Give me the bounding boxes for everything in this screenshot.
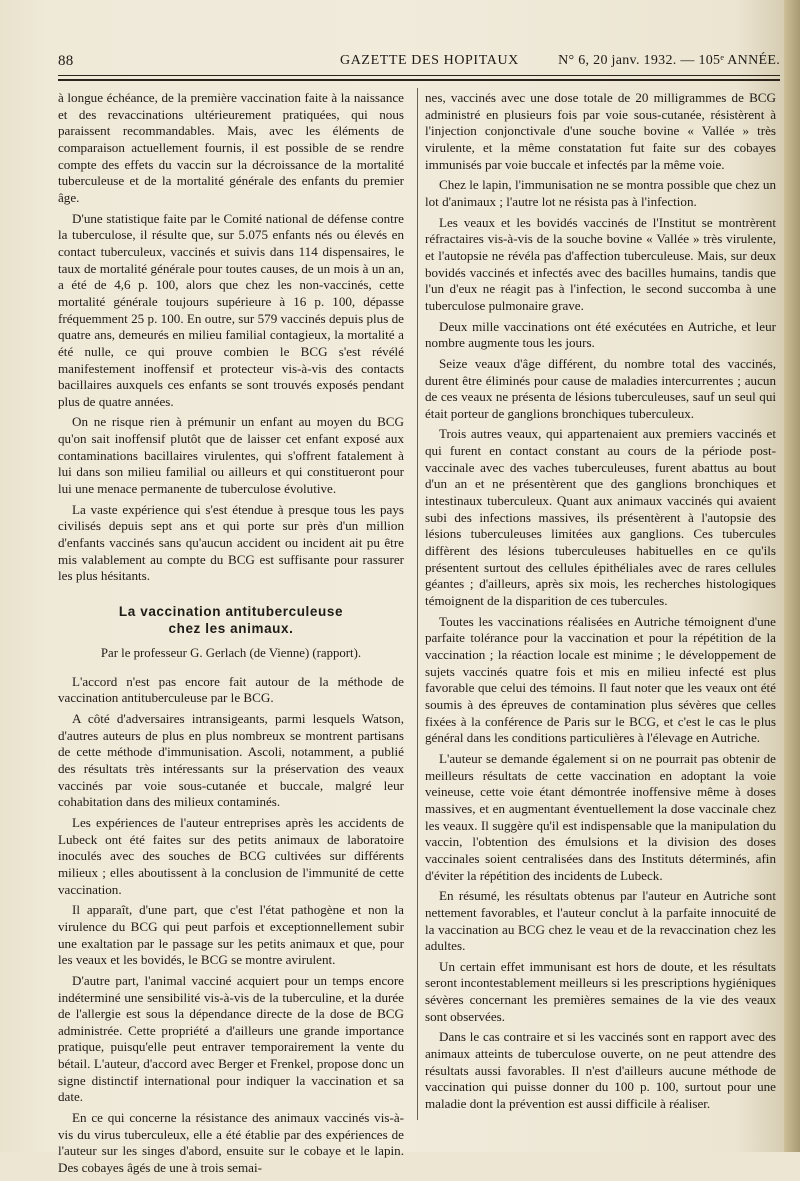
paragraph: à longue échéance, de la première vaccination faite à la naissance et des revaccinations ultérieurement pratiquées, qui nous paraissent recommandables. Mais, avec les éléments de comparaison actuellement fournis, il est possible de se rendre compte des effets du vaccin sur la décroissance de la mortalité tuberculeuse et de la mortalité générale des enfants du premier âge. <box>58 90 404 205</box>
page-edge <box>784 0 800 1152</box>
paragraph: Trois autres veaux, qui appartenaient aux premiers vaccinés et qui furent en contact constant au cours de la période post-vaccinale avec des vaches tuberculeuses, furent abattus au bout d'un an et ne présentèrent que des ganglions bronchiques et intestinaux tuberculeux. Quant aux animaux vaccinés qui avaient subi des infections massives, ils présentèrent à l'autopsie des lésions tuberculeuses limitées aux ganglions. Ces tubercules diffèrent des lésions tuberculeuses habituelles en ce qu'ils présentent surtout des cellules épithéliales avec de rares cellules géantes ; d'ailleurs, après six mois, les recherches histologiques témoignent de la disparition de ces tubercules. <box>425 426 776 609</box>
section-heading-line: chez les animaux. <box>168 621 294 637</box>
paragraph: Chez le lapin, l'immunisation ne se montra possible que chez un lot d'animaux ; l'autre lot ne résista pas à l'infection. <box>425 177 776 209</box>
section-heading-line: La vaccination antituberculeuse <box>118 604 344 620</box>
paragraph: En ce qui concerne la résistance des animaux vaccinés vis-à-vis du virus tuberculeux, elle a été établie par des expériences de l'auteur sur les singes d'abord, ensuite sur le cobaye et le lapin. Des cobayes âgés de une à trois semai- <box>58 1110 404 1176</box>
paragraph: On ne risque rien à prémunir un enfant au moyen du BCG qu'on sait inoffensif plutôt que de laisser cet enfant exposé aux contaminations bacillaires virulentes, qui s'offrent fatalement à lui dans son milieu familial ou ailleurs et qui constitueront pour lui une menace permanente de tuberculose évolutive. <box>58 414 404 497</box>
paragraph: En résumé, les résultats obtenus par l'auteur en Autriche sont nettement favorables, et l'auteur conclut à la parfaite innocuité de la vaccination au BCG chez le veau et de la revaccination chez les adultes. <box>425 888 776 954</box>
paragraph: Il apparaît, d'une part, que c'est l'état pathogène et non la virulence du BCG qui peut parfois et exceptionnellement subir une exaltation par le passage sur les petits animaux et que, pour les veaux et les bovidés, le BCG se montre avirulent. <box>58 902 404 968</box>
column-divider <box>417 88 418 1120</box>
paragraph: L'auteur se demande également si on ne pourrait pas obtenir de meilleurs résultats de cette vaccination en adoptant la voie veineuse, cette voie étant démontrée inoffensive même à doses massives, et en augmentant éventuellement la dose vaccinale chez les veaux. Il suggère qu'il est indispensable que la manipulation du vaccin, l'obtention des émulsions et la division des doses vaccinales soient centralisées dans des Instituts déterminés, afin d'éviter la répétition des incidents de Lubeck. <box>425 750 776 883</box>
paragraph: Les veaux et les bovidés vaccinés de l'Institut se montrèrent réfractaires vis-à-vis de la souche bovine « Vallée » très virulente, et l'autopsie ne révéla pas d'affection tuberculeuse. Mais, sur deux bovidés vaccinés et infectés avec des bacilles humains, tandis que l'un d'eux ne réagit pas à l'infection, le second succomba à une tuberculose pulmonaire grave. <box>425 214 776 313</box>
issue-info: N° 6, 20 janv. 1932. — 105ᵉ ANNÉE. <box>558 53 780 68</box>
paragraph: A côté d'adversaires intransigeants, parmi lesquels Watson, d'autres auteurs de plus en plus nombreux se montrent partisans de cette méthode d'immunisation. Ascoli, notamment, a publié des résultats très intéressants sur la préservation des veaux vaccinés par voie sous-cutanée et buccale, malgré leur cohabitation dans des milieux contaminés. <box>58 711 404 810</box>
right-column <box>425 90 776 1117</box>
paragraph: Deux mille vaccinations ont été exécutées en Autriche, et leur nombre augmente tous les jours. <box>425 318 776 351</box>
header-rule-thin <box>58 75 780 76</box>
paragraph: Toutes les vaccinations réalisées en Autriche témoignent d'une parfaite tolérance pour la vaccination et pour la répétition de la vaccination ; la réaction locale est minime ; le développement de sujets vaccinés quatre fois et mis en milieu infecté est plus favorable que celui des témoins. Il faut noter que les veaux ont été soumis à des épreuves de contamination plus sévères que celles fixées à la conférence de Paris sur le BCG, et c'est le cas le plus général dans les conditions particulières à l'élevage en Autriche. <box>425 613 776 746</box>
byline: Par le professeur G. Gerlach (de Vienne) (rapport). <box>100 646 362 661</box>
paragraph: Un certain effet immunisant est hors de doute, et les résultats seront incontestablement meilleurs si les prescriptions hygiéniques sévères concernant les premières semaines de la vie des veaux sont observées. <box>425 958 776 1024</box>
paragraph: La vaste expérience qui s'est étendue à presque tous les pays civilisés depuis sept ans et qui porte sur près d'un million d'enfants vaccinés sans qu'aucun accident ou incident ait pu être mis valablement au compte du BCG est suffisante pour rassurer les plus hésitants. <box>58 501 404 584</box>
paragraph: Seize veaux d'âge différent, du nombre total des vaccinés, durent être éliminés pour cause de maladies intercurrentes ; aucun de ces veaux ne présenta de lésions tuberculeuses, sauf un seul qui était porteur de ganglions bronchiques tuberculeux. <box>425 355 776 421</box>
running-header <box>58 51 780 73</box>
paragraph: L'accord n'est pas encore fait autour de la méthode de vaccination antituberculeuse par le BCG. <box>58 673 404 706</box>
paragraph: nes, vaccinés avec une dose totale de 20 milligrammes de BCG administré en plusieurs fois par voie sous-cutanée, résistèrent à l'injection conjonctivale d'une souche bovine « Vallée » très virulente, et la même constatation fut faite sur des cobayes immunisés par voie buccale et infectés par la même voie. <box>425 90 776 172</box>
paragraph: Les expériences de l'auteur entreprises après les accidents de Lubeck ont été faites sur des petits animaux de laboratoire inoculés avec des souches de BCG cultivées sur différents milieux ; elles aboutissent à la conclusion de l'immunité de cette vaccination. <box>58 814 404 897</box>
section-heading <box>58 603 404 637</box>
paragraph: Dans le cas contraire et si les vaccinés sont en rapport avec des animaux atteints de tuberculose ouverte, on ne peut attendre des résultats aussi favorables. Il n'est d'ailleurs aucune méthode de vaccination qui puisse donner du 100 p. 100, surtout pour une maladie dont la prévention est aussi difficile à réaliser. <box>425 1029 776 1112</box>
paragraph: D'autre part, l'animal vacciné acquiert pour un temps encore indéterminé une sensibilité vis-à-vis de la tuberculine, et la durée de l'allergie est sous la dépendance directe de la dose de BCG administrée. Cette propriété a d'ailleurs une grande importance pratique, puisqu'elle peut entraver temporairement la vente du bétail. L'auteur, d'accord avec Berger et Frenkel, propose donc un signe distinctif international pour indiquer la vaccination et sa date. <box>58 972 404 1105</box>
left-column <box>58 90 404 1181</box>
header-rule-thick <box>58 79 780 81</box>
journal-title: GAZETTE DES HOPITAUX <box>340 53 519 68</box>
paragraph: D'une statistique faite par le Comité national de défense contre la tuberculose, il résulte que, sur 5.075 enfants nés ou élevés en contact tuberculeux, vaccinés et suivis dans 114 dispensaires, le taux de mortalité générale pour toutes causes, de un mois à un an, a été de 4,6 p. 100, alors que chez les non-vaccinés, cette mortalité générale toujours supérieure à 16 p. 100, dépasse fréquemment 25 p. 100. En outre, sur 579 vaccinés depuis plus de quatre ans, demeurés en milieu familial contagieux, la mortalité a été nulle, ce qui prouve combien le BCG s'est révélé manifestement inoffensif et protecteur vis-à-vis des contacts bacillaires auxquels ces enfants se sont trouvés exposés pendant plus de quatre années. <box>58 210 404 409</box>
page-number: 88 <box>58 53 74 69</box>
